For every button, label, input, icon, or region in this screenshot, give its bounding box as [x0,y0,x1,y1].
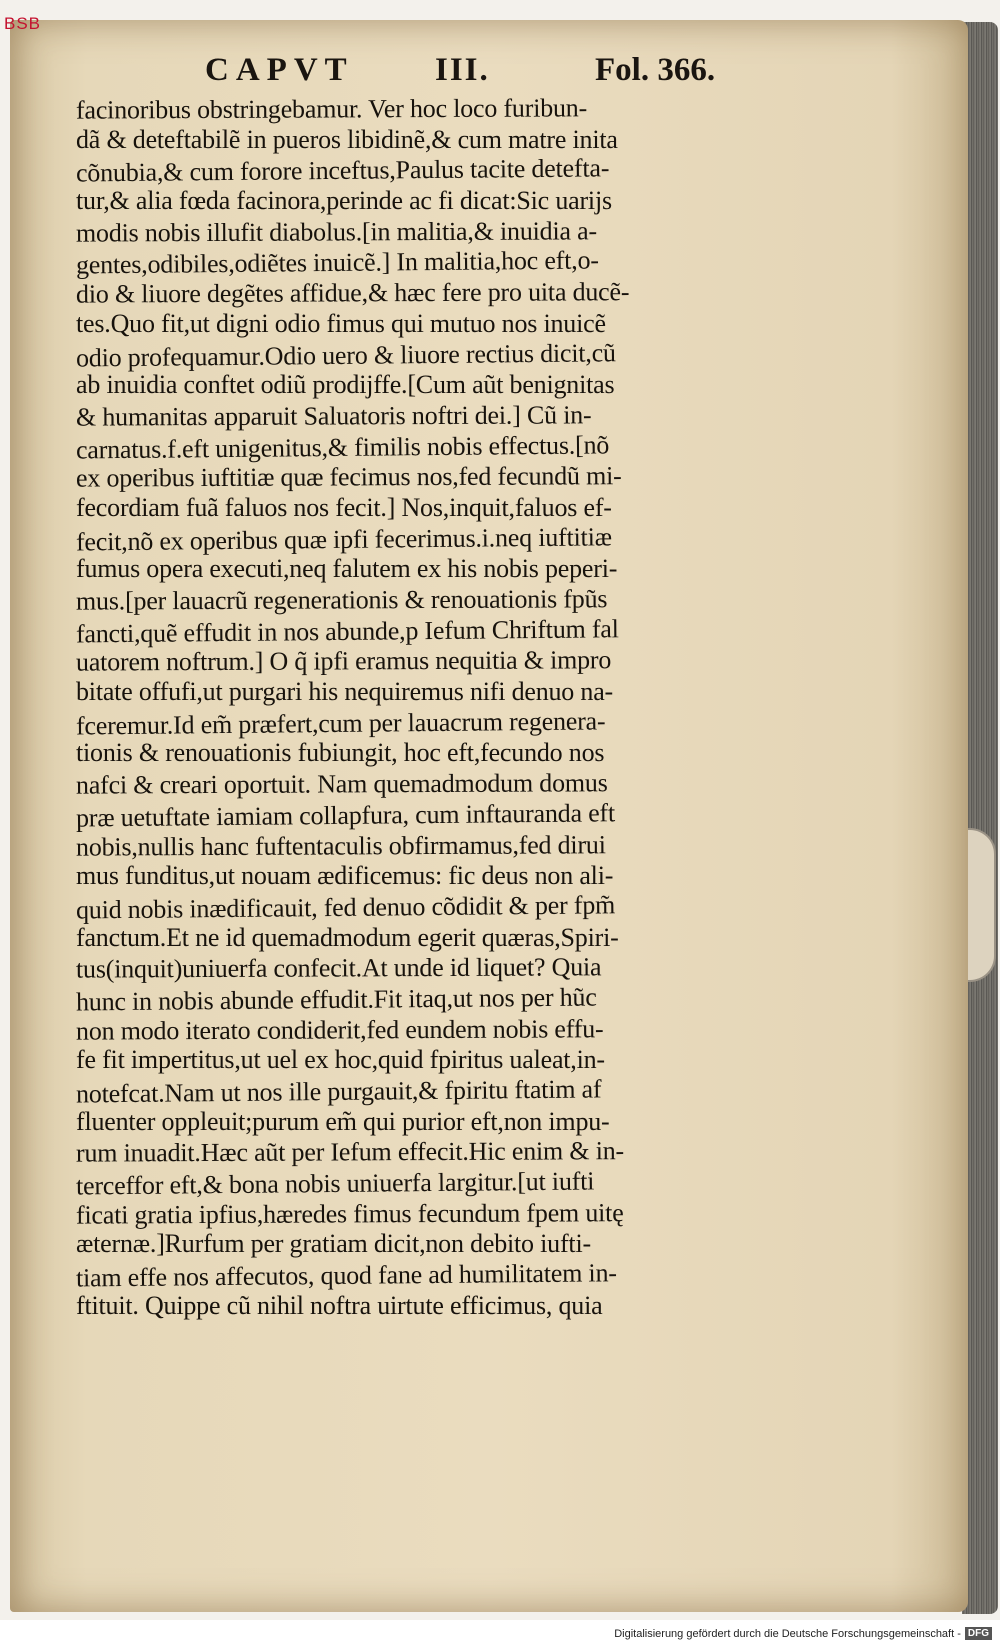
text-line: tionis & renouationis fubiungit, hoc eft,fecundo nos [76,738,605,768]
text-line: uatorem noftrum.] O q̃ ipfi eramus nequitia & impro [75,645,612,677]
text-line: terceffor eft,& bona nobis uniuerfa largitur.[ut iufti [75,1166,595,1201]
digitization-credit [614,1627,992,1640]
text-line: bitate offufi,ut purgari his nequiremus nifi denuo na- [76,677,614,707]
text-line: dio & liuore degẽtes affidue,& hæc fere pro uita ducẽ- [75,277,630,309]
text-line: mus funditus,ut nouam ædificemus: fic deus non ali- [76,861,614,891]
text-line: fceremur.Id em̃ præfert,cum per lauacrum regenera- [75,706,606,741]
text-line: fanctum.Et ne id quemadmodum egerit quæras,Spiri- [76,922,619,952]
text-line: notefcat.Nam ut nos ille purgauit,& fpiritu ftatim af [75,1074,602,1109]
running-head [205,52,745,92]
chapter-title: CAPVT [205,52,354,88]
text-line: odio profequamur.Odio uero & liuore rectius dicit,cũ [75,337,616,372]
text-line: rum inuadit.Hæc aũt per Iefum effecit.Hic enim & in- [75,1136,625,1168]
text-line: quid nobis inædificauit, fed denuo cõdidit & per fpm̃ [75,890,616,925]
text-line: tur,& alia fœda facinora,perinde ac fi dicat:Sic uarijs [76,186,612,216]
chapter-number: III. [435,52,490,88]
text-line: hunc in nobis abunde effudit.Fit itaq,ut nos per hũc [75,982,597,1017]
text-line: tiam effe nos affecutos, quod fane ad humilitatem in- [75,1258,617,1293]
text-line: cõnubia,& cum forore inceftus,Paulus tacite detefta- [75,153,610,188]
text-line: æternæ.]Rurfum per gratiam dicit,non debito iufti- [76,1229,591,1259]
text-line: fecordiam fuã faluos nos fecit.] Nos,inquit,faluos ef- [76,492,612,522]
text-line: non modo iterato condiderit,fed eundem nobis effu- [75,1013,604,1046]
text-line: ftituit. Quippe cũ nihil noftra uirtute efficimus, quia [76,1290,603,1320]
text-line: mus.[per lauacrũ regenerationis & renouationis fpũs [75,584,608,616]
text-line: dã & deteftabilẽ in pueros libidinẽ,& cum matre inita [76,124,618,154]
credit-text: Digitalisierung gefördert durch die Deutsche Forschungsgemeinschaft - [614,1627,961,1640]
text-line: ab inuidia conftet odiũ prodijffe.[Cum aũt benignitas [76,370,615,400]
text-line: fluenter oppleuit;purum em̃ qui purior eft,non impu- [76,1106,610,1136]
text-line: ex operibus iuftitiæ quæ fecimus nos,fed fecundũ mi- [75,461,622,493]
dfg-logo: DFG [965,1627,992,1640]
text-line: ficati gratia ipfius,hæredes fimus fecundum fpem uitę [75,1197,624,1230]
text-line: nafci & creari oportuit. Nam quemadmodum domus [75,768,608,800]
text-line: & humanitas apparuit Saluatoris noftri dei.] Cũ in- [75,400,592,432]
text-line: fumus opera executi,neq falutem ex his nobis peperi- [76,554,618,584]
text-line: nobis,nullis hanc fuftentaculis obfirmamus,fed dirui [75,829,606,862]
folio-number: Fol. 366. [595,52,716,88]
text-line: præ uetuftate iamiam collapfura, cum inftauranda eft [75,798,616,833]
text-line: modis nobis illufit diabolus.[in malitia,& inuidia a- [75,216,597,248]
text-line: fecit,nõ ex operibus quæ ipfi fecerimus.i.neq iuftitiæ [75,521,612,557]
text-line: tes.Quo fit,ut digni odio fimus qui mutuo nos inuicẽ [76,308,606,338]
body-text [76,94,796,1322]
bsb-logo: BSB [4,14,42,33]
text-line: fancti,quẽ effudit in nos abunde,p Iefum Chriftum fal [75,613,619,649]
text-line: gentes,odibiles,odiẽtes inuicẽ.] In malitia,hoc eft,o- [75,245,599,280]
text-line: tus(inquit)uniuerfa confecit.At unde id liquet? Quia [75,952,602,984]
text-line: fe fit impertitus,ut uel ex hoc,quid fpiritus ualeat,in- [76,1045,605,1075]
text-line: carnatus.f.eft unigenitus,& fimilis nobis effectus.[nõ [75,429,610,465]
text-line: facinoribus obstringebamur. Ver hoc loco furibun- [75,93,588,125]
